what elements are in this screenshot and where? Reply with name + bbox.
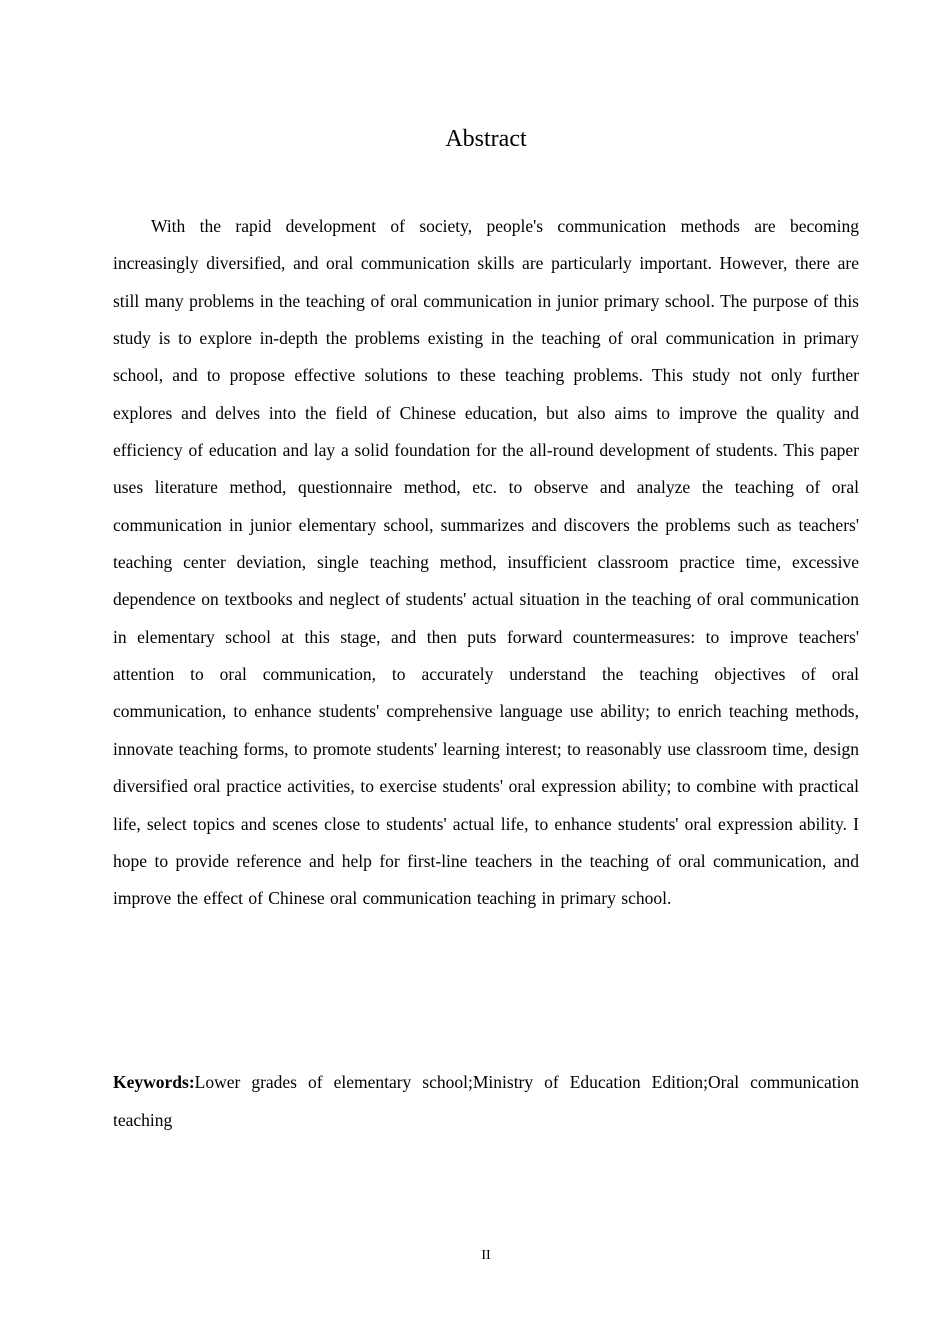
page-number: II (481, 1248, 491, 1263)
abstract-title: Abstract (445, 126, 527, 152)
abstract-paragraph: With the rapid development of society, people's communication methods are becoming increasingly diversified, and oral communication skills are particularly important. However, there are still many problems in the teaching of oral communication in junior primary school. The purpose of this study is to explore in-depth the problems existing in the teaching of oral communication in primary school, and to propose effective solutions to these teaching problems. This study not only further explores and delves into the field of Chinese education, but also aims to improve the quality and efficiency of education and lay a solid foundation for the all-round development of students. This paper uses literature method, questionnaire method, etc. to observe and analyze the teaching of oral communication in junior elementary school, summarizes and discovers the problems such as teachers' teaching center deviation, single teaching method, insufficient classroom practice time, excessive dependence on textbooks and neglect of students' actual situation in the teaching of oral communication in elementary school at this stage, and then puts forward countermeasures: to improve teachers' attention to oral communication, to accurately understand the teaching objectives of oral communication, to enhance students' comprehensive language use ability; to enrich teaching methods, innovate teaching forms, to promote students' learning interest; to reasonably use classroom time, design diversified oral practice activities, to exercise students' oral expression ability; to combine with practical life, select topics and scenes close to students' actual life, to enhance students' oral expression ability. I hope to provide reference and help for first-line teachers in the teaching of oral communication, and improve the effect of Chinese oral communication teaching in primary school. (113, 216, 859, 909)
keywords-text: Lower grades of elementary school;Ministry of Education Edition;Oral communication teaching (113, 1072, 859, 1130)
keywords-line (113, 1064, 859, 1139)
keywords-label: Keywords: (113, 1072, 195, 1092)
